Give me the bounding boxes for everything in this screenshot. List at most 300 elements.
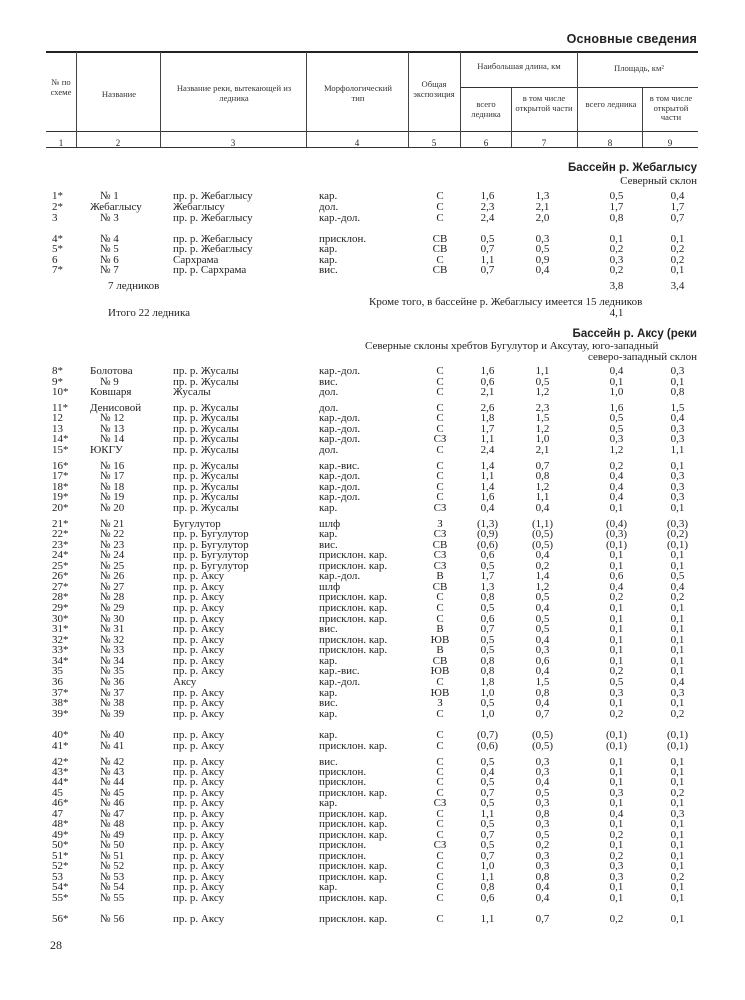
length-total: 0,5 bbox=[480, 818, 495, 830]
area-open: 0,4 bbox=[670, 581, 685, 593]
length-open: 0,7 bbox=[535, 913, 550, 925]
area-total: 0,1 bbox=[609, 881, 624, 893]
length-open: (0,5) bbox=[531, 539, 554, 551]
glacier-number: 34* bbox=[52, 655, 69, 667]
glacier-name: № 17 bbox=[100, 470, 125, 482]
length-total: 1,8 bbox=[480, 412, 495, 424]
area-total: 0,1 bbox=[609, 602, 624, 614]
glacier-name: № 16 bbox=[100, 460, 125, 472]
area-open: 0,1 bbox=[670, 818, 685, 830]
length-total: 0,7 bbox=[480, 243, 495, 255]
length-open: (0,5) bbox=[531, 528, 554, 540]
morph-type: присклон. кар. bbox=[319, 860, 388, 872]
exposition: С bbox=[436, 892, 444, 904]
glacier-number: 50* bbox=[52, 839, 69, 851]
glacier-number: 20* bbox=[52, 502, 69, 514]
glacier-number: 4* bbox=[52, 233, 63, 245]
area-open: 0,1 bbox=[670, 839, 685, 851]
area-open: 0,2 bbox=[670, 254, 685, 266]
exposition: В bbox=[436, 644, 444, 656]
glacier-number: 26* bbox=[52, 570, 69, 582]
exposition: С bbox=[436, 808, 444, 820]
length-total: 1,1 bbox=[480, 433, 495, 445]
length-open: 0,8 bbox=[535, 470, 550, 482]
exposition: С bbox=[436, 412, 444, 424]
area-open: 0,1 bbox=[670, 460, 685, 472]
exposition: ЮВ bbox=[430, 634, 450, 646]
morph-type: присклон. кар. bbox=[319, 591, 388, 603]
glacier-number: 47 bbox=[52, 808, 63, 820]
area-total: 0,1 bbox=[609, 776, 624, 788]
basin-title: Бассейн р. Жебаглысу bbox=[567, 162, 697, 174]
exposition: СВ bbox=[432, 655, 448, 667]
morph-type: вис. bbox=[319, 376, 338, 388]
col-number: 5 bbox=[431, 138, 437, 148]
exposition: С bbox=[436, 787, 444, 799]
area-total: 0,5 bbox=[609, 423, 624, 435]
area-open: 0,1 bbox=[670, 697, 685, 709]
morph-type: вис. bbox=[319, 697, 338, 709]
glacier-number: 5* bbox=[52, 243, 63, 255]
glacier-name: № 54 bbox=[100, 881, 125, 893]
area-total: 0,4 bbox=[609, 365, 624, 377]
grand-total: Итого 22 ледника bbox=[108, 307, 191, 319]
glacier-number: 1* bbox=[52, 190, 63, 202]
area-total: (0,4) bbox=[605, 518, 628, 530]
area-open: 0,1 bbox=[670, 549, 685, 561]
exposition: СЗ bbox=[433, 549, 447, 561]
area-total: 0,1 bbox=[609, 623, 624, 635]
glacier-name: № 9 bbox=[100, 376, 119, 388]
exposition: С bbox=[436, 444, 444, 456]
area-open: 0,3 bbox=[670, 470, 685, 482]
length-open: 1,0 bbox=[535, 433, 550, 445]
length-open: 0,8 bbox=[535, 687, 550, 699]
length-total: 1,4 bbox=[480, 460, 495, 472]
area-total: 0,4 bbox=[609, 470, 624, 482]
area-open: 0,3 bbox=[670, 423, 685, 435]
area-total: 0,5 bbox=[609, 412, 624, 424]
area-open: 0,2 bbox=[670, 243, 685, 255]
morph-type: присклон. кар. bbox=[319, 560, 388, 572]
river-name: пр. р. Жебаглысу bbox=[173, 212, 253, 224]
glacier-name: № 21 bbox=[100, 518, 125, 530]
length-open: 0,4 bbox=[535, 776, 550, 788]
basin-subtitle: Северный склон bbox=[620, 175, 697, 187]
river-name: пр. р. Аксу bbox=[173, 634, 225, 646]
exposition: С bbox=[436, 913, 444, 925]
morph-type: кар.-дол. bbox=[319, 433, 361, 445]
glacier-number: 51* bbox=[52, 850, 69, 862]
morph-type: присклон. bbox=[319, 776, 367, 788]
length-total: 0,8 bbox=[480, 665, 495, 677]
morph-type: вис. bbox=[319, 756, 338, 768]
header-length-group: Наибольшая длина, км bbox=[477, 61, 561, 71]
area-open: 0,1 bbox=[670, 756, 685, 768]
area-open: 0,1 bbox=[670, 560, 685, 572]
glacier-name: № 43 bbox=[100, 766, 125, 778]
length-total: 1,1 bbox=[480, 871, 495, 883]
glacier-number: 27* bbox=[52, 581, 69, 593]
glacier-number: 15* bbox=[52, 444, 69, 456]
morph-type: присклон. кар. bbox=[319, 913, 388, 925]
basin-total-label: 7 ледников bbox=[108, 280, 160, 292]
morph-type: кар. bbox=[319, 797, 338, 809]
river-name: пр. р. Аксу bbox=[173, 655, 225, 667]
area-open: 0,3 bbox=[670, 433, 685, 445]
area-total: 0,2 bbox=[609, 850, 624, 862]
exposition: СВ bbox=[432, 243, 448, 255]
exposition: С bbox=[436, 708, 444, 720]
length-open: 0,5 bbox=[535, 376, 550, 388]
area-open: (0,1) bbox=[666, 740, 689, 752]
basin-note: Кроме того, в бассейне р. Жебаглысу имеется 15 ледников bbox=[369, 296, 643, 308]
length-open: 0,7 bbox=[535, 460, 550, 472]
glacier-name: Ковшаря bbox=[90, 386, 132, 398]
length-total: 2,3 bbox=[480, 201, 495, 213]
length-total: 1,6 bbox=[480, 491, 495, 503]
length-total: 0,6 bbox=[480, 892, 495, 904]
morph-type: дол. bbox=[319, 402, 339, 414]
exposition: С bbox=[436, 756, 444, 768]
col-number: 9 bbox=[667, 138, 673, 148]
area-open: 0,7 bbox=[670, 212, 685, 224]
length-open: 0,3 bbox=[535, 644, 550, 656]
length-open: 0,5 bbox=[535, 787, 550, 799]
area-total: 1,6 bbox=[609, 402, 624, 414]
length-open: 2,3 bbox=[535, 402, 550, 414]
morph-type: кар.-дол. bbox=[319, 365, 361, 377]
glacier-name: № 51 bbox=[100, 850, 125, 862]
col-number: 4 bbox=[354, 138, 360, 148]
morph-type: присклон. кар. bbox=[319, 613, 388, 625]
river-name: Жусалы bbox=[173, 386, 211, 398]
area-total: 0,8 bbox=[609, 212, 624, 224]
length-open: 0,4 bbox=[535, 502, 550, 514]
glacier-number: 41* bbox=[52, 740, 69, 752]
area-total: 0,2 bbox=[609, 665, 624, 677]
glacier-number: 13 bbox=[52, 423, 63, 435]
exposition: С bbox=[436, 776, 444, 788]
length-open: 1,2 bbox=[535, 386, 550, 398]
exposition: С bbox=[436, 613, 444, 625]
length-open: 0,4 bbox=[535, 892, 550, 904]
area-open: 0,1 bbox=[670, 665, 685, 677]
area-open: 0,1 bbox=[670, 655, 685, 667]
glacier-number: 53 bbox=[52, 871, 63, 883]
table-row bbox=[0, 445, 745, 456]
river-name: пр. р. Аксу bbox=[173, 818, 225, 830]
glacier-number: 30* bbox=[52, 613, 69, 625]
length-open: 0,4 bbox=[535, 549, 550, 561]
area-open: 1,7 bbox=[670, 201, 685, 213]
area-total: 0,1 bbox=[609, 818, 624, 830]
river-name: пр. р. Жусалы bbox=[173, 460, 239, 472]
header-col5: Общая экспозиция bbox=[413, 79, 455, 99]
length-total: 1,1 bbox=[480, 808, 495, 820]
area-open: (0,1) bbox=[666, 729, 689, 741]
exposition: С bbox=[436, 254, 444, 266]
basin-subtitle: северо-западный склон bbox=[587, 351, 697, 363]
exposition: СЗ bbox=[433, 560, 447, 572]
morph-type: кар.-дол. bbox=[319, 676, 361, 688]
col-number: 7 bbox=[541, 138, 547, 148]
glacier-name: № 47 bbox=[100, 808, 125, 820]
glacier-number: 48* bbox=[52, 818, 69, 830]
area-open: 0,4 bbox=[670, 190, 685, 202]
river-name: пр. р. Жусалы bbox=[173, 402, 239, 414]
exposition: В bbox=[436, 570, 444, 582]
exposition: С bbox=[436, 201, 444, 213]
length-open: 0,7 bbox=[535, 708, 550, 720]
length-total: 1,7 bbox=[480, 423, 495, 435]
glacier-name: № 27 bbox=[100, 581, 125, 593]
exposition: СЗ bbox=[433, 797, 447, 809]
morph-type: кар. bbox=[319, 190, 338, 202]
glacier-number: 8* bbox=[52, 365, 63, 377]
glacier-number: 42* bbox=[52, 756, 69, 768]
glacier-name: № 35 bbox=[100, 665, 125, 677]
glacier-name: № 55 bbox=[100, 892, 125, 904]
length-open: 0,4 bbox=[535, 602, 550, 614]
length-open: 0,5 bbox=[535, 829, 550, 841]
glacier-number: 18* bbox=[52, 481, 69, 493]
glacier-name: № 4 bbox=[100, 233, 119, 245]
glacier-number: 55* bbox=[52, 892, 69, 904]
length-total: 0,5 bbox=[480, 839, 495, 851]
morph-type: кар.-дол. bbox=[319, 491, 361, 503]
river-name: пр. р. Бугулутор bbox=[173, 528, 249, 540]
exposition: С bbox=[436, 591, 444, 603]
table-row bbox=[0, 893, 745, 904]
river-name: пр. р. Аксу bbox=[173, 850, 225, 862]
exposition: С bbox=[436, 602, 444, 614]
exposition: С bbox=[436, 212, 444, 224]
glacier-name: № 31 bbox=[100, 623, 125, 635]
glacier-name: № 32 bbox=[100, 634, 125, 646]
area-total: 0,3 bbox=[609, 433, 624, 445]
glacier-name: № 28 bbox=[100, 591, 125, 603]
glacier-name: № 22 bbox=[100, 528, 125, 540]
glacier-name: Жебаглысу bbox=[90, 201, 142, 213]
exposition: СВ bbox=[432, 581, 448, 593]
basin-title: Бассейн р. Аксу (реки bbox=[572, 328, 697, 340]
area-total: 0,1 bbox=[609, 502, 624, 514]
length-open: 1,1 bbox=[535, 365, 550, 377]
area-total: 0,3 bbox=[609, 871, 624, 883]
length-total: 0,8 bbox=[480, 655, 495, 667]
length-total: 2,4 bbox=[480, 212, 495, 224]
morph-type: кар. bbox=[319, 254, 338, 266]
area-open: 0,3 bbox=[670, 365, 685, 377]
length-total: 1,1 bbox=[480, 470, 495, 482]
exposition: С bbox=[436, 376, 444, 388]
area-open: 0,2 bbox=[670, 708, 685, 720]
morph-type: присклон. кар. bbox=[319, 892, 388, 904]
length-open: 0,3 bbox=[535, 850, 550, 862]
glacier-name: № 41 bbox=[100, 740, 125, 752]
exposition: С bbox=[436, 729, 444, 741]
morph-type: присклон. кар. bbox=[319, 808, 388, 820]
glacier-name: № 38 bbox=[100, 697, 125, 709]
morph-type: присклон. кар. bbox=[319, 634, 388, 646]
glacier-number: 25* bbox=[52, 560, 69, 572]
area-total: (0,3) bbox=[605, 528, 628, 540]
morph-type: кар. bbox=[319, 655, 338, 667]
length-open: 0,4 bbox=[535, 697, 550, 709]
area-open: 0,1 bbox=[670, 502, 685, 514]
length-total: 0,7 bbox=[480, 787, 495, 799]
morph-type: присклон. кар. bbox=[319, 787, 388, 799]
glacier-number: 54* bbox=[52, 881, 69, 893]
basin-total-area: 3,8 bbox=[609, 280, 624, 292]
glacier-number: 44* bbox=[52, 776, 69, 788]
area-open: 0,1 bbox=[670, 634, 685, 646]
river-name: пр. р. Аксу bbox=[173, 766, 225, 778]
river-name: пр. р. Аксу bbox=[173, 623, 225, 635]
area-open: 0,2 bbox=[670, 787, 685, 799]
area-open: (0,2) bbox=[666, 528, 689, 540]
area-open: 0,1 bbox=[670, 766, 685, 778]
length-total: 0,5 bbox=[480, 797, 495, 809]
length-open: 0,2 bbox=[535, 839, 550, 851]
length-open: 0,4 bbox=[535, 665, 550, 677]
morph-type: кар. bbox=[319, 528, 338, 540]
exposition: ЮВ bbox=[430, 665, 450, 677]
area-total: 0,6 bbox=[609, 570, 624, 582]
length-total: 0,5 bbox=[480, 634, 495, 646]
glacier-name: ЮКГУ bbox=[90, 444, 123, 456]
river-name: пр. р. Аксу bbox=[173, 871, 225, 883]
glacier-name: № 12 bbox=[100, 412, 125, 424]
length-open: 1,5 bbox=[535, 412, 550, 424]
page-title: Основные сведения bbox=[566, 32, 697, 46]
header-col3: Название реки, вытекающей из ледника bbox=[176, 83, 292, 103]
exposition: СЗ bbox=[433, 528, 447, 540]
morph-type: присклон. bbox=[319, 766, 367, 778]
glacier-name: № 53 bbox=[100, 871, 125, 883]
area-open: 0,1 bbox=[670, 850, 685, 862]
length-open: 0,8 bbox=[535, 808, 550, 820]
area-total: 0,1 bbox=[609, 892, 624, 904]
glacier-number: 35 bbox=[52, 665, 63, 677]
length-open: 2,0 bbox=[535, 212, 550, 224]
morph-type: шлф bbox=[319, 581, 341, 593]
area-total: (0,1) bbox=[605, 539, 628, 551]
river-name: пр. р. Жусалы bbox=[173, 444, 239, 456]
area-total: 0,3 bbox=[609, 687, 624, 699]
glacier-name: № 46 bbox=[100, 797, 125, 809]
area-total: 0,1 bbox=[609, 376, 624, 388]
river-name: пр. р. Жусалы bbox=[173, 470, 239, 482]
glacier-number: 16* bbox=[52, 460, 69, 472]
glacier-number: 28* bbox=[52, 591, 69, 603]
river-name: пр. р. Аксу bbox=[173, 913, 225, 925]
river-name: пр. р. Жусалы bbox=[173, 423, 239, 435]
morph-type: присклон. кар. bbox=[319, 644, 388, 656]
river-name: пр. р. Аксу bbox=[173, 644, 225, 656]
glacier-name: № 52 bbox=[100, 860, 125, 872]
area-total: (0,1) bbox=[605, 729, 628, 741]
length-open: 1,2 bbox=[535, 481, 550, 493]
river-name: пр. р. Жусалы bbox=[173, 502, 239, 514]
river-name: пр. р. Бугулутор bbox=[173, 539, 249, 551]
area-open: 0,1 bbox=[670, 913, 685, 925]
basin-subtitle: Северные склоны хребтов Бугулутор и Аксутау, юго-западный bbox=[365, 340, 659, 352]
glacier-name: № 7 bbox=[100, 264, 119, 276]
river-name: пр. р. Аксу bbox=[173, 776, 225, 788]
glacier-number: 24* bbox=[52, 549, 69, 561]
glacier-name: № 13 bbox=[100, 423, 125, 435]
morph-type: вис. bbox=[319, 264, 338, 276]
area-open: 0,1 bbox=[670, 613, 685, 625]
area-total: 0,5 bbox=[609, 190, 624, 202]
river-name: пр. р. Аксу bbox=[173, 581, 225, 593]
glacier-number: 49* bbox=[52, 829, 69, 841]
glacier-number: 23* bbox=[52, 539, 69, 551]
morph-type: присклон. bbox=[319, 233, 367, 245]
morph-type: вис. bbox=[319, 623, 338, 635]
morph-type: кар.-вис. bbox=[319, 460, 360, 472]
table-row bbox=[0, 709, 745, 720]
glacier-number: 46* bbox=[52, 797, 69, 809]
glacier-number: 12 bbox=[52, 412, 63, 424]
exposition: С bbox=[436, 740, 444, 752]
morph-type: кар.-дол. bbox=[319, 212, 361, 224]
morph-type: кар.-вис. bbox=[319, 665, 360, 677]
morph-type: дол. bbox=[319, 444, 339, 456]
morph-type: кар. bbox=[319, 881, 338, 893]
length-total: 0,7 bbox=[480, 850, 495, 862]
length-total: (0,6) bbox=[476, 740, 499, 752]
morph-type: кар.-дол. bbox=[319, 481, 361, 493]
river-name: пр. р. Аксу bbox=[173, 591, 225, 603]
length-total: 0,5 bbox=[480, 233, 495, 245]
area-open: (0,1) bbox=[666, 539, 689, 551]
area-total: 0,2 bbox=[609, 708, 624, 720]
river-name: пр. р. Аксу bbox=[173, 740, 225, 752]
river-name: пр. р. Аксу bbox=[173, 756, 225, 768]
area-total: 0,1 bbox=[609, 766, 624, 778]
table-row bbox=[0, 387, 745, 398]
river-name: пр. р. Аксу bbox=[173, 687, 225, 699]
exposition: С bbox=[436, 481, 444, 493]
exposition: С bbox=[436, 190, 444, 202]
length-open: 2,1 bbox=[535, 444, 550, 456]
exposition: С bbox=[436, 386, 444, 398]
area-open: 0,1 bbox=[670, 623, 685, 635]
length-total: 1,6 bbox=[480, 190, 495, 202]
area-open: 0,1 bbox=[670, 860, 685, 872]
glacier-number: 32* bbox=[52, 634, 69, 646]
length-open: 0,4 bbox=[535, 264, 550, 276]
length-open: 2,1 bbox=[535, 201, 550, 213]
area-open: 0,3 bbox=[670, 481, 685, 493]
area-total: 1,2 bbox=[609, 444, 624, 456]
exposition: С bbox=[436, 470, 444, 482]
morph-type: кар. bbox=[319, 243, 338, 255]
table-row bbox=[0, 503, 745, 514]
glacier-number: 3 bbox=[52, 212, 58, 224]
river-name: Жебаглысу bbox=[173, 201, 225, 213]
exposition: В bbox=[436, 623, 444, 635]
glacier-name: № 39 bbox=[100, 708, 125, 720]
glacier-name: Денисовой bbox=[90, 402, 142, 414]
river-name: пр. р. Жебаглысу bbox=[173, 243, 253, 255]
length-open: 0,5 bbox=[535, 591, 550, 603]
area-open: 0,5 bbox=[670, 570, 685, 582]
length-open: 0,6 bbox=[535, 655, 550, 667]
